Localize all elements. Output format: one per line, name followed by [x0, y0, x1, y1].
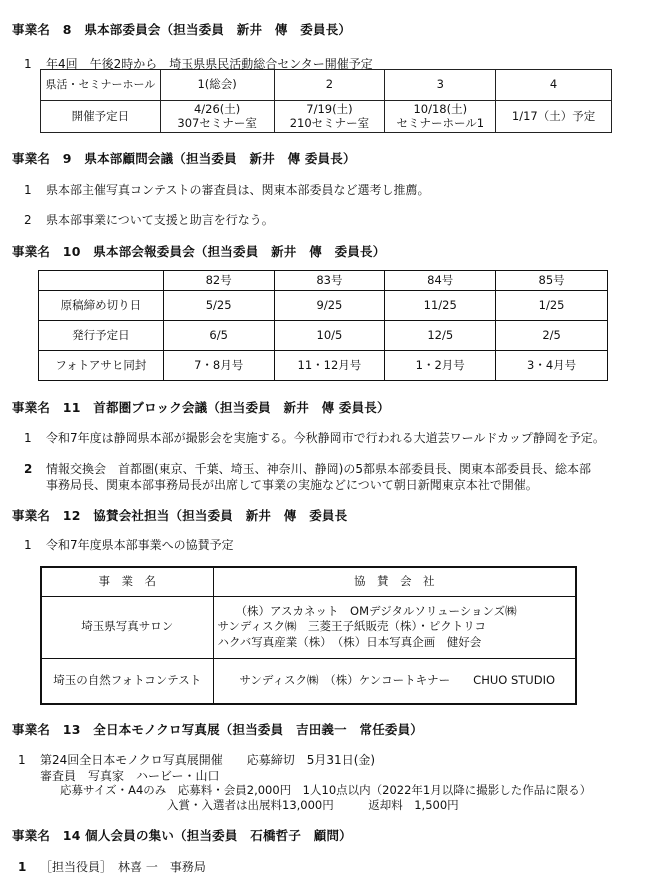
table-header-cell: 事 業 名: [41, 567, 213, 596]
table-cell: 11・12月号: [274, 351, 385, 381]
table-row-label: 開催予定日: [41, 101, 161, 133]
table-cell: 6/5: [163, 321, 274, 351]
section-9-item-2: [24, 211, 274, 228]
table-header-cell: 協 賛 会 社: [213, 567, 576, 596]
item-text: 令和7年度は静岡県本部が撮影会を実施する。今秋静岡市で行われる大道芸ワールドカップ静岡を予定。: [46, 431, 605, 445]
table-cell: 5/25: [163, 291, 274, 321]
section-10-table: [38, 270, 608, 381]
item-number: 2: [24, 213, 32, 227]
table-header-cell: 4: [496, 70, 612, 101]
item-number: 1: [24, 538, 32, 552]
table-cell: [160, 101, 274, 133]
cell-line: 210セミナー室: [289, 115, 370, 130]
table-cell: サンディスク㈱ （株）ケンコートキナー CHUO STUDIO: [213, 658, 576, 704]
table-row-label: 埼玉県写真サロン: [41, 596, 213, 658]
item-number: 1: [24, 183, 32, 197]
item-text: 年4回 午後2時から 埼玉県県民活動総合センター開催予定: [46, 57, 373, 71]
table-header-cell: 2: [274, 70, 385, 101]
item-number: 1: [18, 753, 26, 767]
item-text: 情報交換会 首都圏(東京、千葉、埼玉、神奈川、静岡)の5都県本部委員長、関東本部委員長、総本部: [46, 462, 592, 476]
item-number: 1: [18, 860, 27, 874]
cell-line: セミナーホール1: [396, 115, 485, 130]
section-9-item-1: [24, 181, 430, 198]
section-11-heading: 事業名 11 首都圏ブロック会議（担当委員 新井 傳 委員長）: [12, 400, 390, 415]
section-13-line-4: 入賞・入選者は出展料13,000円 返却料 1,500円: [167, 798, 459, 812]
section-12-item-1: [24, 536, 234, 553]
cell-line: ハクバ写真産業（株） （株）日本写真企画 健好会: [217, 634, 482, 649]
table-header-cell: 83号: [274, 271, 385, 291]
table-cell: 7・8月号: [163, 351, 274, 381]
cell-line: 7/19(土): [306, 101, 353, 116]
item-text: 令和7年度県本部事業への協賛予定: [46, 538, 234, 552]
item-number: 2: [24, 462, 33, 476]
section-13-line-2: 審査員 写真家 ハービー・山口: [40, 769, 220, 783]
table-cell: 9/25: [274, 291, 385, 321]
table-cell: 3・4月号: [496, 351, 608, 381]
section-14-heading: 事業名 14 個人会員の集い（担当委員 石橋哲子 顧問）: [12, 828, 352, 843]
item-text: 県本部事業について支援と助言を行なう。: [46, 213, 274, 227]
section-10-heading: 事業名 10 県本部会報委員会（担当委員 新井 傳 委員長）: [12, 244, 386, 259]
section-8-heading: 事業名 8 県本部委員会（担当委員 新井 傳 委員長）: [12, 22, 352, 37]
cell-line: （株）アスカネット OMデジタルソリューションズ㈱: [235, 603, 517, 618]
table-cell: [274, 101, 385, 133]
cell-line: 307セミナー室: [177, 115, 257, 130]
item-number: 1: [24, 57, 32, 71]
table-cell: 10/5: [274, 321, 385, 351]
item-number: 1: [24, 431, 32, 445]
item-text: 第24回全日本モノクロ写真展開催 応募締切 5月31日(金): [40, 753, 376, 767]
table-header-cell: 84号: [385, 271, 496, 291]
table-header-cell: 1(総会): [160, 70, 274, 101]
item-text: ［担当役員］ 林喜 一 事務局: [40, 860, 206, 874]
section-11-item-2: [24, 460, 591, 477]
table-cell: 2/5: [496, 321, 608, 351]
table-cell: 1/25: [496, 291, 608, 321]
table-row-label: 発行予定日: [39, 321, 164, 351]
section-11-item-2-cont: 事務局長、関東本部事務局長が出席して事業の実施などについて朝日新聞東京本社で開催。: [46, 478, 538, 492]
table-cell: [496, 101, 612, 133]
table-header-cell: [39, 271, 164, 291]
section-8-table: [40, 69, 612, 133]
cell-line: 1/17（土）予定: [511, 108, 596, 123]
table-row-label: 埼玉の自然フォトコンテスト: [41, 658, 213, 704]
table-header-cell: 県活・セミナーホール: [41, 70, 161, 101]
section-12-table: [40, 566, 577, 705]
table-cell: [213, 596, 576, 658]
item-text: 県本部主催写真コンテストの審査員は、関東本部委員など選考し推薦。: [46, 183, 430, 197]
cell-line: サンディスク㈱ 三菱王子紙販売（株）・ピクトリコ: [217, 619, 487, 634]
table-cell: 11/25: [385, 291, 496, 321]
table-header-cell: 82号: [163, 271, 274, 291]
cell-line: 10/18(土): [413, 101, 468, 116]
section-9-heading: 事業名 9 県本部顧問会議（担当委員 新井 傳 委員長）: [12, 151, 356, 166]
section-13-line-3: 応募サイズ・A4のみ 応募料・会員2,000円 1人10点以内（2022年1月以降に撮影した作品に限る）: [60, 783, 592, 797]
table-header-cell: 85号: [496, 271, 608, 291]
table-header-cell: 3: [385, 70, 496, 101]
section-13-heading: 事業名 13 全日本モノクロ写真展（担当委員 吉田義一 常任委員）: [12, 722, 423, 737]
section-13-item-1: [18, 751, 375, 768]
table-cell: [385, 101, 496, 133]
table-cell: 12/5: [385, 321, 496, 351]
section-12-heading: 事業名 12 協賛会社担当（担当委員 新井 傳 委員長: [12, 508, 348, 523]
table-cell: 1・2月号: [385, 351, 496, 381]
section-14-item-1: [18, 858, 206, 875]
table-row-label: 原稿締め切り日: [39, 291, 164, 321]
cell-line: 4/26(土): [193, 101, 241, 116]
section-11-item-1: [24, 429, 605, 446]
table-row-label: フォトアサヒ同封: [39, 351, 164, 381]
